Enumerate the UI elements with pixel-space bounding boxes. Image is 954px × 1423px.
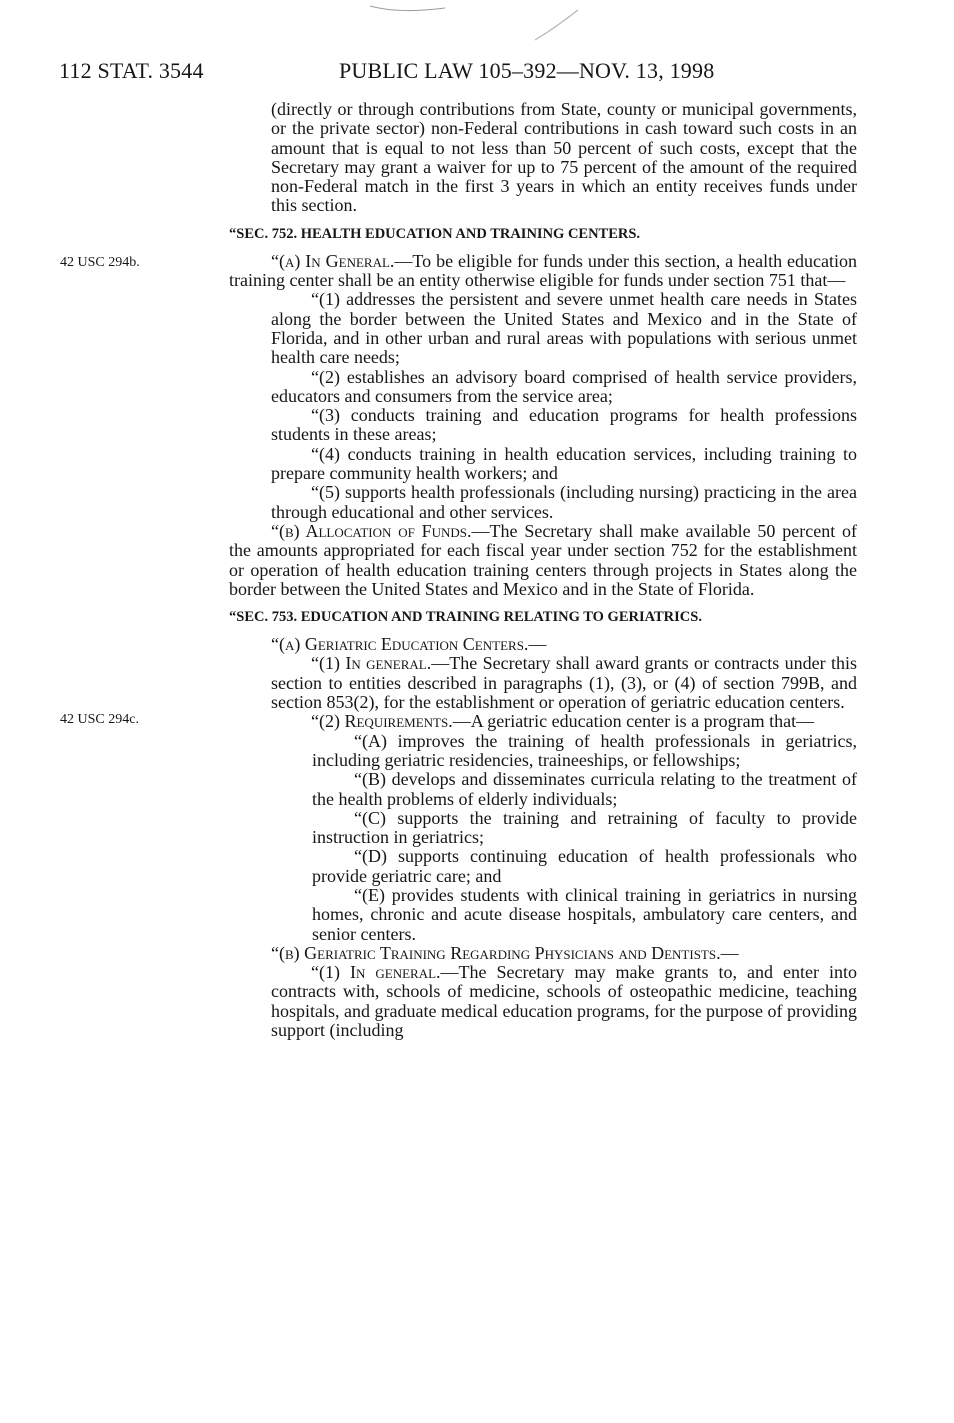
stat-page-number: 112 STAT. 3544 <box>59 58 204 83</box>
paragraph-752a5: “(5) supports health professionals (including nursing) practicing in the area through educational and other services. <box>271 482 857 522</box>
scan-mark-graphic <box>340 0 600 50</box>
paragraph-753b1-label: “(1) In general. <box>311 962 441 983</box>
paragraph-funding-match: (directly or through contributions from State, county or municipal governments, or the private sector) non-Federal contributions in cash toward such costs in an amount that is equal to not less than 50 percent of such costs, except that the Secretary may grant a waiver for up to 75 percent of the amount of the required non-Federal match in the first 3 years in which an entity receives funds under this section. <box>271 99 857 216</box>
law-text-body <box>229 100 857 1040</box>
subparagraph-753a2B: “(B) develops and disseminates curricula relating to the treatment of the health problems of elderly individuals; <box>312 769 857 809</box>
subsection-753b <box>229 944 857 963</box>
subparagraph-753a2C: “(C) supports the training and retraining of faculty to provide instruction in geriatrics; <box>312 807 857 848</box>
subsection-752b-text: —The Secretary shall make available 50 percent of the amounts appropriated for each fiscal year under section 752 for the establishment or operation of health education training centers through projects in States along the border between the United States and Mexico and in the State of Florida. <box>229 520 857 599</box>
paragraph-753a1 <box>229 654 857 712</box>
public-law-header: PUBLIC LAW 105–392—NOV. 13, 1998 <box>339 58 715 83</box>
subsection-752a-text: —To be eligible for funds under this section, a health education training center shall be an entity otherwise eligible for funds under section 751 that— <box>229 250 857 291</box>
paragraph-753a2-label: “(2) Requirements. <box>311 711 453 732</box>
margin-citation-294c: 42 USC 294c. <box>60 712 139 727</box>
section-752-heading: “SEC. 752. HEALTH EDUCATION AND TRAINING CENTERS. <box>229 225 641 242</box>
subparagraph-753a2A: “(A) improves the training of health professionals in geriatrics, including geriatric residencies, traineeships, or fellowships; <box>312 730 857 770</box>
section-753-heading: “SEC. 753. EDUCATION AND TRAINING RELATING TO GERIATRICS. <box>229 609 702 626</box>
subsection-753a-text: — <box>528 634 547 655</box>
subsection-752a <box>229 252 857 291</box>
subparagraph-753a2D: “(D) supports continuing education of health professionals who provide geriatric care; and <box>312 846 857 886</box>
subsection-753b-label: “(b) Geriatric Training Regarding Physicians and Dentists. <box>271 942 721 963</box>
subsection-752a-label: “(a) In General. <box>271 250 395 271</box>
margin-citation-294b: 42 USC 294b. <box>60 255 140 270</box>
paragraph-752a4: “(4) conducts training in health education services, including training to prepare community health workers; and <box>271 443 857 484</box>
paragraph-753b1-text: —The Secretary may make grants to, and enter into contracts with, schools of medicine, schools of osteopathic medicine, teaching hospitals, and graduate medical education programs, for the purpose of providing support (including <box>271 962 857 1041</box>
paragraph-753b1 <box>229 963 857 1040</box>
paragraph-753a1-text: —The Secretary shall award grants or contracts under this section to entities described in paragraphs (1), (3), or (4) of section 799B, and section 853(2), for the establishment or operation of geriatric education centers. <box>271 653 857 713</box>
subsection-752b <box>229 522 857 599</box>
subsection-753b-text: — <box>720 942 739 963</box>
paragraph-752a2: “(2) establishes an advisory board comprised of health service providers, educators and consumers from the service area; <box>271 366 857 406</box>
subsection-753a <box>229 635 857 654</box>
subsection-753a-label: “(a) Geriatric Education Centers. <box>271 634 529 655</box>
paragraph-753a1-label: “(1) In general. <box>311 653 432 674</box>
paragraph-753a2 <box>229 712 857 731</box>
paragraph-752a3: “(3) conducts training and education programs for health professions students in these areas; <box>271 405 857 445</box>
paragraph-752a1: “(1) addresses the persistent and severe unmet health care needs in States along the border between the United States and Mexico and in the State of Florida, and in other urban and rural areas with populations with serious unmet health care needs; <box>271 289 857 368</box>
paragraph-753a2-text: —A geriatric education center is a program that— <box>452 711 815 732</box>
subsection-752b-label: “(b) Allocation of Funds. <box>271 520 472 541</box>
subparagraph-753a2E: “(E) provides students with clinical training in geriatrics in nursing homes, chronic and acute disease hospitals, ambulatory care centers, and senior centers. <box>312 884 857 944</box>
